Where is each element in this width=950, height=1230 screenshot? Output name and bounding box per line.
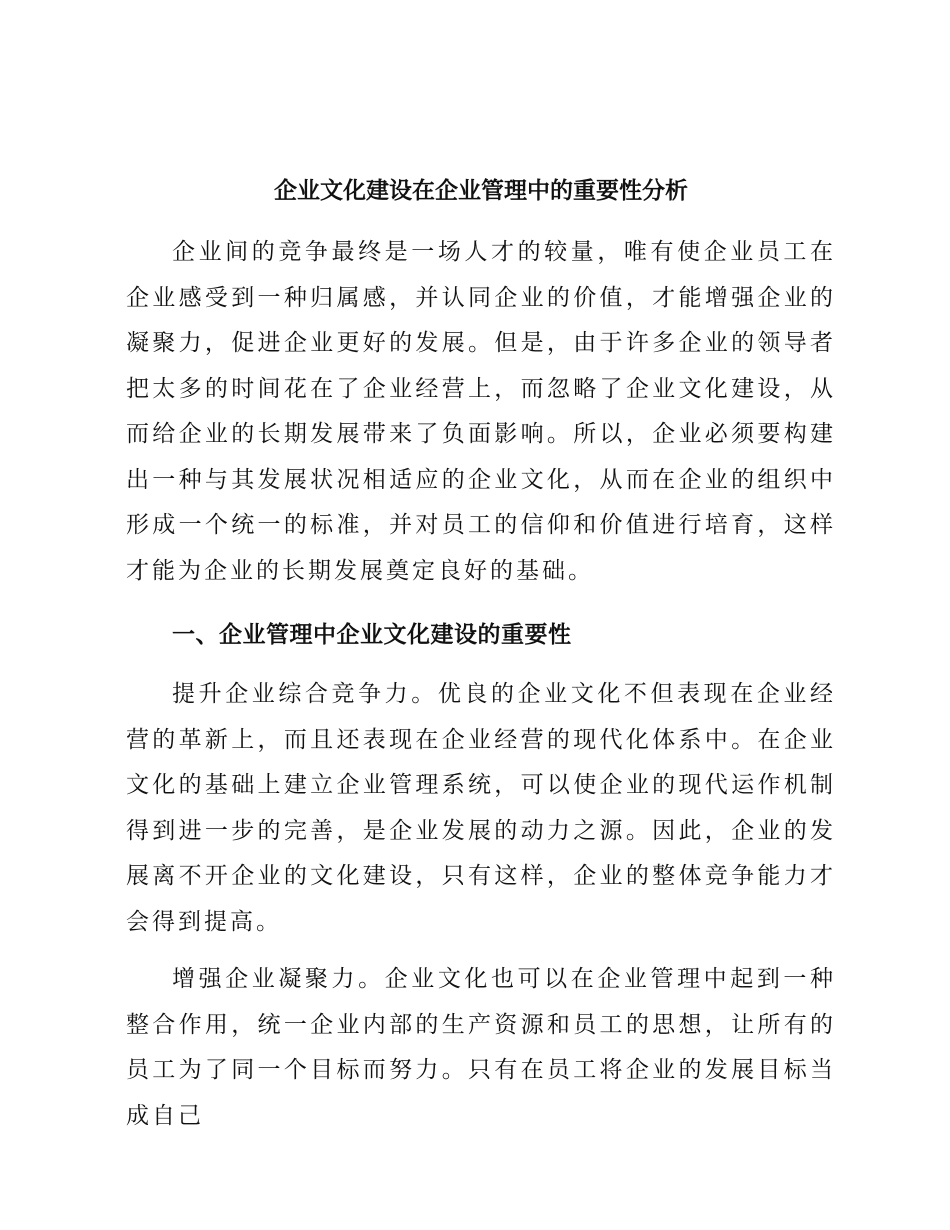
document-page [126, 172, 836, 1139]
section-heading-importance: 一、企业管理中企业文化建设的重要性 [172, 622, 572, 648]
paragraph-cohesion: 增强企业凝聚力。企业文化也可以在企业管理中起到一种整合作用，统一企业内部的生产资源和员工的思想，让所有的员工为了同一个目标而努力。只有在员工将企业的发展目标当成自己 [126, 966, 836, 1129]
paragraph-competitiveness: 提升企业综合竞争力。优良的企业文化不但表现在企业经营的革新上，而且还表现在企业经营的现代化体系中。在企业文化的基础上建立企业管理系统，可以使企业的现代运作机制得到进一步的完善，是企业发展的动力之源。因此，企业的发展离不开企业的文化建设，只有这样，企业的整体竞争能力才会得到提高。 [126, 681, 836, 935]
intro-paragraph: 企业间的竞争最终是一场人才的较量，唯有使企业员工在企业感受到一种归属感，并认同企业的价值，才能增强企业的凝聚力，促进企业更好的发展。但是，由于许多企业的领导者把太多的时间花在了企业经营上，而忽略了企业文化建设，从而给企业的长期发展带来了负面影响。所以，企业必须要构建出一种与其发展状况相适应的企业文化，从而在企业的组织中形成一个统一的标准，并对员工的信仰和价值进行培育，这样才能为企业的长期发展奠定良好的基础。 [126, 239, 836, 584]
document-title: 企业文化建设在企业管理中的重要性分析 [274, 177, 688, 204]
